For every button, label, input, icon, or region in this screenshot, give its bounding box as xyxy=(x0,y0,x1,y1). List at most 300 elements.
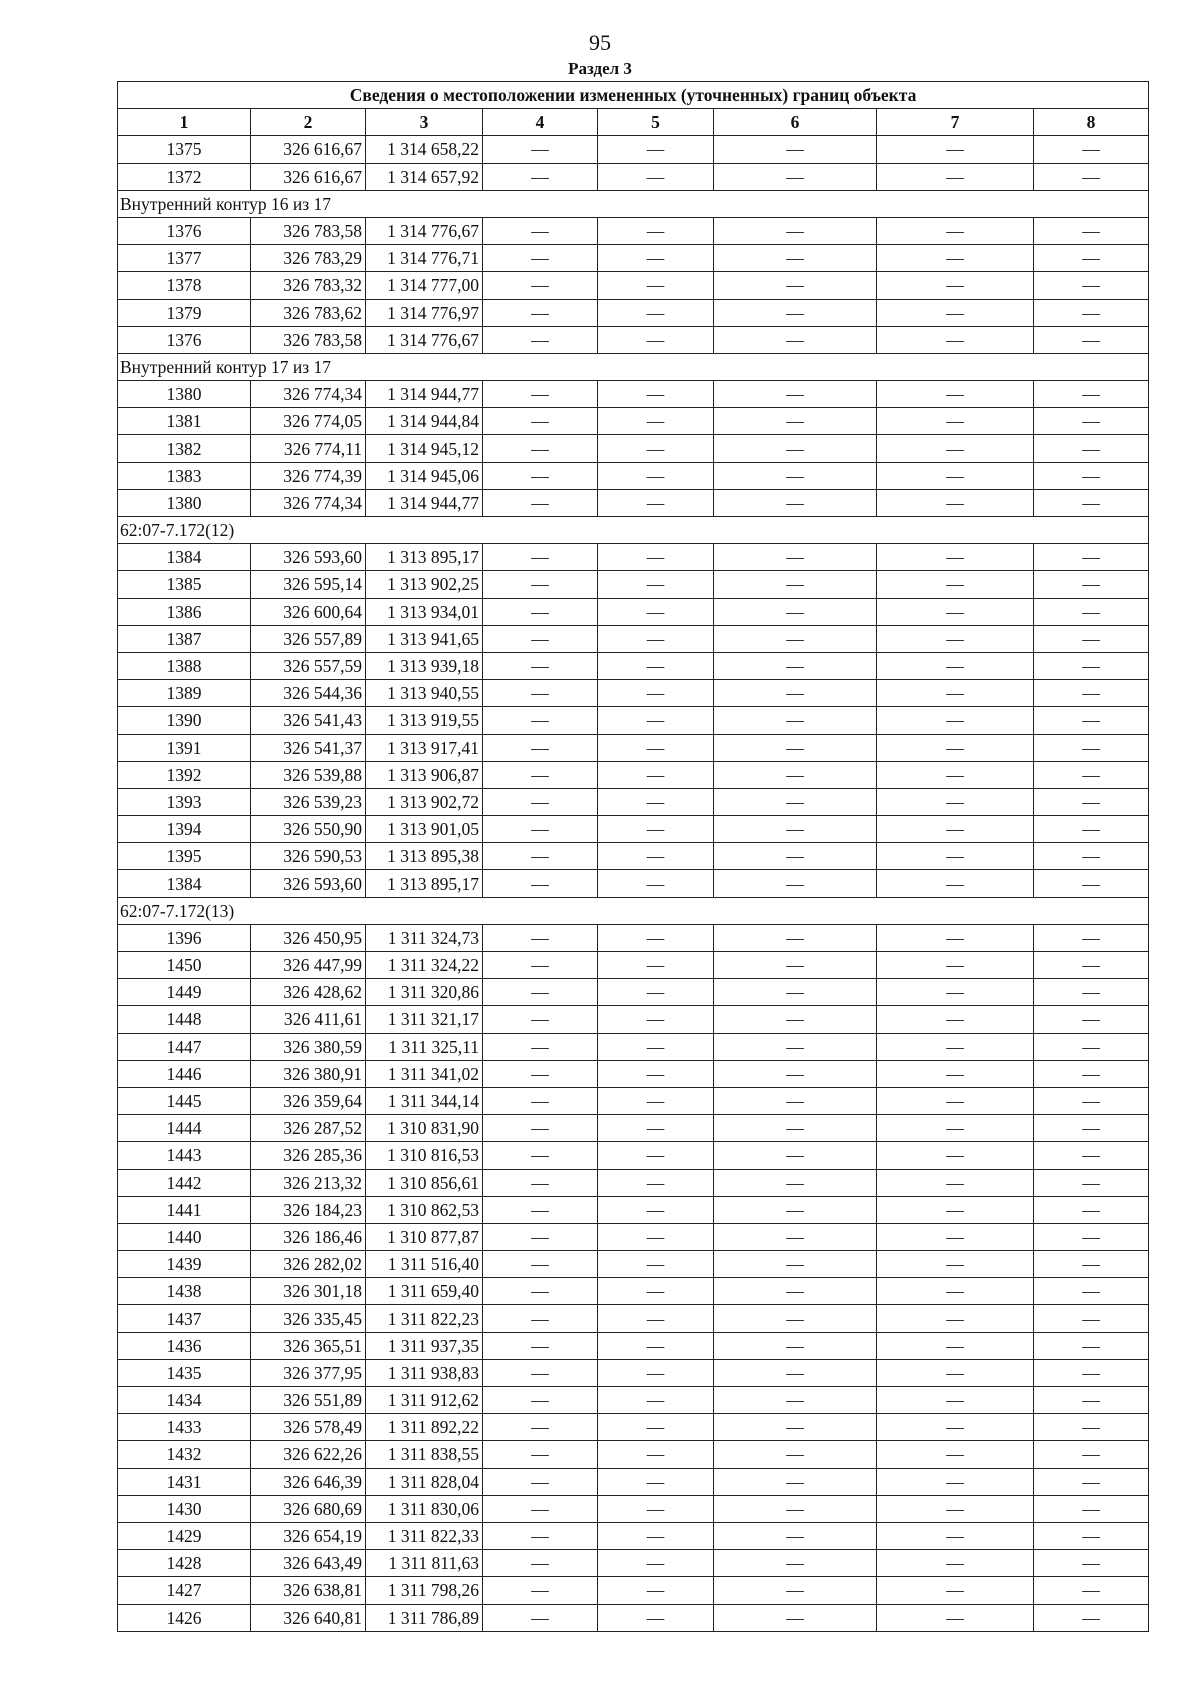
empty-dash-cell: — xyxy=(598,625,714,652)
point-number-cell: 1381 xyxy=(118,408,251,435)
y-coordinate-cell: 1 314 777,00 xyxy=(366,272,483,299)
y-coordinate-cell: 1 311 838,55 xyxy=(366,1441,483,1468)
column-number-3: 3 xyxy=(366,109,483,136)
y-coordinate-cell: 1 310 816,53 xyxy=(366,1142,483,1169)
group-label: 62:07-7.172(13) xyxy=(118,897,1149,924)
empty-dash-cell: — xyxy=(877,1577,1034,1604)
empty-dash-cell: — xyxy=(598,489,714,516)
point-number-cell: 1428 xyxy=(118,1550,251,1577)
empty-dash-cell: — xyxy=(1034,788,1149,815)
empty-dash-cell: — xyxy=(877,1087,1034,1114)
point-number-cell: 1384 xyxy=(118,544,251,571)
empty-dash-cell: — xyxy=(877,625,1034,652)
x-coordinate-cell: 326 380,59 xyxy=(251,1033,366,1060)
empty-dash-cell: — xyxy=(877,843,1034,870)
empty-dash-cell: — xyxy=(483,1604,598,1631)
point-number-cell: 1392 xyxy=(118,761,251,788)
x-coordinate-cell: 326 590,53 xyxy=(251,843,366,870)
y-coordinate-cell: 1 313 895,17 xyxy=(366,870,483,897)
empty-dash-cell: — xyxy=(1034,816,1149,843)
x-coordinate-cell: 326 287,52 xyxy=(251,1115,366,1142)
empty-dash-cell: — xyxy=(598,1495,714,1522)
table-row xyxy=(118,788,1149,815)
point-number-cell: 1450 xyxy=(118,952,251,979)
point-number-cell: 1395 xyxy=(118,843,251,870)
empty-dash-cell: — xyxy=(483,1087,598,1114)
y-coordinate-cell: 1 313 895,38 xyxy=(366,843,483,870)
empty-dash-cell: — xyxy=(714,979,877,1006)
empty-dash-cell: — xyxy=(598,1359,714,1386)
empty-dash-cell: — xyxy=(877,381,1034,408)
table-row xyxy=(118,1033,1149,1060)
empty-dash-cell: — xyxy=(598,1087,714,1114)
empty-dash-cell: — xyxy=(598,1522,714,1549)
empty-dash-cell: — xyxy=(714,1414,877,1441)
table-row xyxy=(118,1387,1149,1414)
empty-dash-cell: — xyxy=(1034,408,1149,435)
empty-dash-cell: — xyxy=(1034,1441,1149,1468)
y-coordinate-cell: 1 311 321,17 xyxy=(366,1006,483,1033)
empty-dash-cell: — xyxy=(483,217,598,244)
empty-dash-cell: — xyxy=(598,1332,714,1359)
empty-dash-cell: — xyxy=(877,1278,1034,1305)
empty-dash-cell: — xyxy=(1034,1522,1149,1549)
column-number-4: 4 xyxy=(483,109,598,136)
empty-dash-cell: — xyxy=(598,544,714,571)
empty-dash-cell: — xyxy=(483,1278,598,1305)
empty-dash-cell: — xyxy=(483,571,598,598)
point-number-cell: 1430 xyxy=(118,1495,251,1522)
y-coordinate-cell: 1 310 862,53 xyxy=(366,1196,483,1223)
table-row xyxy=(118,1332,1149,1359)
table-row xyxy=(118,1468,1149,1495)
y-coordinate-cell: 1 310 877,87 xyxy=(366,1223,483,1250)
empty-dash-cell: — xyxy=(877,1387,1034,1414)
empty-dash-cell: — xyxy=(483,381,598,408)
y-coordinate-cell: 1 314 944,77 xyxy=(366,381,483,408)
point-number-cell: 1394 xyxy=(118,816,251,843)
x-coordinate-cell: 326 411,61 xyxy=(251,1006,366,1033)
x-coordinate-cell: 326 539,88 xyxy=(251,761,366,788)
point-number-cell: 1434 xyxy=(118,1387,251,1414)
empty-dash-cell: — xyxy=(483,1169,598,1196)
point-number-cell: 1391 xyxy=(118,734,251,761)
x-coordinate-cell: 326 600,64 xyxy=(251,598,366,625)
x-coordinate-cell: 326 301,18 xyxy=(251,1278,366,1305)
empty-dash-cell: — xyxy=(1034,652,1149,679)
y-coordinate-cell: 1 314 944,77 xyxy=(366,489,483,516)
point-number-cell: 1447 xyxy=(118,1033,251,1060)
empty-dash-cell: — xyxy=(877,788,1034,815)
empty-dash-cell: — xyxy=(1034,245,1149,272)
x-coordinate-cell: 326 285,36 xyxy=(251,1142,366,1169)
empty-dash-cell: — xyxy=(877,1468,1034,1495)
empty-dash-cell: — xyxy=(598,571,714,598)
point-number-cell: 1388 xyxy=(118,652,251,679)
y-coordinate-cell: 1 310 856,61 xyxy=(366,1169,483,1196)
empty-dash-cell: — xyxy=(483,761,598,788)
empty-dash-cell: — xyxy=(598,435,714,462)
empty-dash-cell: — xyxy=(714,272,877,299)
empty-dash-cell: — xyxy=(1034,1142,1149,1169)
empty-dash-cell: — xyxy=(483,924,598,951)
empty-dash-cell: — xyxy=(714,1577,877,1604)
point-number-cell: 1433 xyxy=(118,1414,251,1441)
empty-dash-cell: — xyxy=(1034,924,1149,951)
empty-dash-cell: — xyxy=(714,1060,877,1087)
empty-dash-cell: — xyxy=(714,707,877,734)
x-coordinate-cell: 326 184,23 xyxy=(251,1196,366,1223)
table-row xyxy=(118,1223,1149,1250)
table-row xyxy=(118,544,1149,571)
group-header-row xyxy=(118,353,1149,380)
table-row xyxy=(118,217,1149,244)
y-coordinate-cell: 1 314 945,06 xyxy=(366,462,483,489)
point-number-cell: 1442 xyxy=(118,1169,251,1196)
empty-dash-cell: — xyxy=(877,435,1034,462)
y-coordinate-cell: 1 311 344,14 xyxy=(366,1087,483,1114)
column-number-8: 8 xyxy=(1034,109,1149,136)
table-row xyxy=(118,272,1149,299)
table-row xyxy=(118,1441,1149,1468)
empty-dash-cell: — xyxy=(877,761,1034,788)
table-row xyxy=(118,1550,1149,1577)
empty-dash-cell: — xyxy=(1034,435,1149,462)
empty-dash-cell: — xyxy=(877,707,1034,734)
empty-dash-cell: — xyxy=(598,1142,714,1169)
table-row xyxy=(118,489,1149,516)
x-coordinate-cell: 326 539,23 xyxy=(251,788,366,815)
empty-dash-cell: — xyxy=(714,163,877,190)
empty-dash-cell: — xyxy=(483,272,598,299)
empty-dash-cell: — xyxy=(483,734,598,761)
point-number-cell: 1436 xyxy=(118,1332,251,1359)
x-coordinate-cell: 326 377,95 xyxy=(251,1359,366,1386)
table-caption-row xyxy=(118,82,1149,109)
empty-dash-cell: — xyxy=(598,1441,714,1468)
point-number-cell: 1448 xyxy=(118,1006,251,1033)
empty-dash-cell: — xyxy=(598,652,714,679)
empty-dash-cell: — xyxy=(714,489,877,516)
empty-dash-cell: — xyxy=(877,979,1034,1006)
y-coordinate-cell: 1 313 902,25 xyxy=(366,571,483,598)
point-number-cell: 1390 xyxy=(118,707,251,734)
empty-dash-cell: — xyxy=(483,788,598,815)
y-coordinate-cell: 1 311 798,26 xyxy=(366,1577,483,1604)
empty-dash-cell: — xyxy=(877,680,1034,707)
empty-dash-cell: — xyxy=(714,1223,877,1250)
empty-dash-cell: — xyxy=(483,1577,598,1604)
table-row xyxy=(118,843,1149,870)
y-coordinate-cell: 1 314 657,92 xyxy=(366,163,483,190)
x-coordinate-cell: 326 335,45 xyxy=(251,1305,366,1332)
empty-dash-cell: — xyxy=(714,462,877,489)
x-coordinate-cell: 326 616,67 xyxy=(251,163,366,190)
empty-dash-cell: — xyxy=(714,761,877,788)
empty-dash-cell: — xyxy=(1034,1223,1149,1250)
empty-dash-cell: — xyxy=(483,1223,598,1250)
table-row xyxy=(118,1196,1149,1223)
y-coordinate-cell: 1 311 320,86 xyxy=(366,979,483,1006)
empty-dash-cell: — xyxy=(877,1522,1034,1549)
empty-dash-cell: — xyxy=(877,299,1034,326)
x-coordinate-cell: 326 380,91 xyxy=(251,1060,366,1087)
empty-dash-cell: — xyxy=(598,1577,714,1604)
empty-dash-cell: — xyxy=(598,381,714,408)
empty-dash-cell: — xyxy=(714,652,877,679)
x-coordinate-cell: 326 450,95 xyxy=(251,924,366,951)
point-number-cell: 1378 xyxy=(118,272,251,299)
table-row xyxy=(118,625,1149,652)
empty-dash-cell: — xyxy=(1034,544,1149,571)
empty-dash-cell: — xyxy=(714,1359,877,1386)
y-coordinate-cell: 1 313 901,05 xyxy=(366,816,483,843)
empty-dash-cell: — xyxy=(598,163,714,190)
y-coordinate-cell: 1 311 938,83 xyxy=(366,1359,483,1386)
empty-dash-cell: — xyxy=(598,299,714,326)
empty-dash-cell: — xyxy=(483,1115,598,1142)
point-number-cell: 1380 xyxy=(118,381,251,408)
empty-dash-cell: — xyxy=(877,870,1034,897)
table-row xyxy=(118,1169,1149,1196)
point-number-cell: 1449 xyxy=(118,979,251,1006)
empty-dash-cell: — xyxy=(877,1305,1034,1332)
empty-dash-cell: — xyxy=(877,1495,1034,1522)
empty-dash-cell: — xyxy=(877,952,1034,979)
x-coordinate-cell: 326 282,02 xyxy=(251,1251,366,1278)
empty-dash-cell: — xyxy=(483,1305,598,1332)
y-coordinate-cell: 1 313 941,65 xyxy=(366,625,483,652)
column-number-6: 6 xyxy=(714,109,877,136)
x-coordinate-cell: 326 638,81 xyxy=(251,1577,366,1604)
group-header-row xyxy=(118,190,1149,217)
empty-dash-cell: — xyxy=(598,217,714,244)
empty-dash-cell: — xyxy=(598,1468,714,1495)
empty-dash-cell: — xyxy=(714,381,877,408)
group-header-row xyxy=(118,517,1149,544)
y-coordinate-cell: 1 311 341,02 xyxy=(366,1060,483,1087)
empty-dash-cell: — xyxy=(877,245,1034,272)
page-number: 95 xyxy=(589,30,611,55)
empty-dash-cell: — xyxy=(483,1251,598,1278)
y-coordinate-cell: 1 313 906,87 xyxy=(366,761,483,788)
y-coordinate-cell: 1 311 811,63 xyxy=(366,1550,483,1577)
empty-dash-cell: — xyxy=(598,1196,714,1223)
y-coordinate-cell: 1 314 776,67 xyxy=(366,217,483,244)
empty-dash-cell: — xyxy=(598,1223,714,1250)
x-coordinate-cell: 326 541,37 xyxy=(251,734,366,761)
group-label: Внутренний контур 16 из 17 xyxy=(118,190,1149,217)
x-coordinate-cell: 326 359,64 xyxy=(251,1087,366,1114)
table-row xyxy=(118,571,1149,598)
x-coordinate-cell: 326 654,19 xyxy=(251,1522,366,1549)
empty-dash-cell: — xyxy=(714,1305,877,1332)
empty-dash-cell: — xyxy=(877,1033,1034,1060)
empty-dash-cell: — xyxy=(877,1142,1034,1169)
empty-dash-cell: — xyxy=(877,462,1034,489)
x-coordinate-cell: 326 643,49 xyxy=(251,1550,366,1577)
empty-dash-cell: — xyxy=(483,1414,598,1441)
empty-dash-cell: — xyxy=(714,299,877,326)
empty-dash-cell: — xyxy=(1034,381,1149,408)
empty-dash-cell: — xyxy=(483,816,598,843)
empty-dash-cell: — xyxy=(1034,1495,1149,1522)
empty-dash-cell: — xyxy=(483,1006,598,1033)
empty-dash-cell: — xyxy=(1034,1169,1149,1196)
x-coordinate-cell: 326 447,99 xyxy=(251,952,366,979)
x-coordinate-cell: 326 593,60 xyxy=(251,870,366,897)
table-body xyxy=(118,136,1149,1631)
point-number-cell: 1443 xyxy=(118,1142,251,1169)
empty-dash-cell: — xyxy=(714,788,877,815)
empty-dash-cell: — xyxy=(483,1359,598,1386)
empty-dash-cell: — xyxy=(1034,680,1149,707)
empty-dash-cell: — xyxy=(1034,1604,1149,1631)
empty-dash-cell: — xyxy=(877,598,1034,625)
point-number-cell: 1393 xyxy=(118,788,251,815)
y-coordinate-cell: 1 310 831,90 xyxy=(366,1115,483,1142)
empty-dash-cell: — xyxy=(714,625,877,652)
empty-dash-cell: — xyxy=(1034,326,1149,353)
table-row xyxy=(118,245,1149,272)
y-coordinate-cell: 1 314 776,97 xyxy=(366,299,483,326)
point-number-cell: 1429 xyxy=(118,1522,251,1549)
table-row xyxy=(118,598,1149,625)
y-coordinate-cell: 1 313 940,55 xyxy=(366,680,483,707)
column-number-7: 7 xyxy=(877,109,1034,136)
empty-dash-cell: — xyxy=(877,217,1034,244)
y-coordinate-cell: 1 313 895,17 xyxy=(366,544,483,571)
empty-dash-cell: — xyxy=(877,136,1034,163)
group-header-row xyxy=(118,897,1149,924)
empty-dash-cell: — xyxy=(1034,272,1149,299)
point-number-cell: 1377 xyxy=(118,245,251,272)
empty-dash-cell: — xyxy=(483,1142,598,1169)
table-row xyxy=(118,435,1149,462)
empty-dash-cell: — xyxy=(714,870,877,897)
empty-dash-cell: — xyxy=(714,1495,877,1522)
empty-dash-cell: — xyxy=(1034,1006,1149,1033)
point-number-cell: 1383 xyxy=(118,462,251,489)
table-row xyxy=(118,136,1149,163)
x-coordinate-cell: 326 551,89 xyxy=(251,1387,366,1414)
y-coordinate-cell: 1 313 939,18 xyxy=(366,652,483,679)
empty-dash-cell: — xyxy=(877,272,1034,299)
empty-dash-cell: — xyxy=(714,1251,877,1278)
column-number-5: 5 xyxy=(598,109,714,136)
point-number-cell: 1387 xyxy=(118,625,251,652)
empty-dash-cell: — xyxy=(1034,979,1149,1006)
x-coordinate-cell: 326 646,39 xyxy=(251,1468,366,1495)
empty-dash-cell: — xyxy=(1034,1251,1149,1278)
point-number-cell: 1440 xyxy=(118,1223,251,1250)
x-coordinate-cell: 326 578,49 xyxy=(251,1414,366,1441)
table-row xyxy=(118,1359,1149,1386)
x-coordinate-cell: 326 365,51 xyxy=(251,1332,366,1359)
empty-dash-cell: — xyxy=(877,1169,1034,1196)
table-row xyxy=(118,326,1149,353)
table-row xyxy=(118,462,1149,489)
empty-dash-cell: — xyxy=(877,1604,1034,1631)
x-coordinate-cell: 326 544,36 xyxy=(251,680,366,707)
empty-dash-cell: — xyxy=(483,163,598,190)
empty-dash-cell: — xyxy=(598,272,714,299)
empty-dash-cell: — xyxy=(877,1006,1034,1033)
empty-dash-cell: — xyxy=(877,326,1034,353)
table-row xyxy=(118,1305,1149,1332)
empty-dash-cell: — xyxy=(714,1087,877,1114)
empty-dash-cell: — xyxy=(1034,1387,1149,1414)
empty-dash-cell: — xyxy=(714,1522,877,1549)
empty-dash-cell: — xyxy=(877,571,1034,598)
empty-dash-cell: — xyxy=(1034,625,1149,652)
x-coordinate-cell: 326 557,59 xyxy=(251,652,366,679)
empty-dash-cell: — xyxy=(714,816,877,843)
empty-dash-cell: — xyxy=(1034,734,1149,761)
y-coordinate-cell: 1 313 934,01 xyxy=(366,598,483,625)
empty-dash-cell: — xyxy=(877,1196,1034,1223)
point-number-cell: 1444 xyxy=(118,1115,251,1142)
x-coordinate-cell: 326 774,34 xyxy=(251,489,366,516)
table-row xyxy=(118,1115,1149,1142)
table-row xyxy=(118,924,1149,951)
table-row xyxy=(118,734,1149,761)
empty-dash-cell: — xyxy=(1034,1033,1149,1060)
empty-dash-cell: — xyxy=(877,1550,1034,1577)
x-coordinate-cell: 326 680,69 xyxy=(251,1495,366,1522)
empty-dash-cell: — xyxy=(598,1033,714,1060)
table-row xyxy=(118,1414,1149,1441)
y-coordinate-cell: 1 311 324,73 xyxy=(366,924,483,951)
point-number-cell: 1380 xyxy=(118,489,251,516)
point-number-cell: 1382 xyxy=(118,435,251,462)
empty-dash-cell: — xyxy=(1034,136,1149,163)
table-row xyxy=(118,707,1149,734)
empty-dash-cell: — xyxy=(1034,952,1149,979)
empty-dash-cell: — xyxy=(714,408,877,435)
table-row xyxy=(118,952,1149,979)
empty-dash-cell: — xyxy=(483,1441,598,1468)
empty-dash-cell: — xyxy=(714,1169,877,1196)
empty-dash-cell: — xyxy=(598,1387,714,1414)
empty-dash-cell: — xyxy=(714,598,877,625)
x-coordinate-cell: 326 640,81 xyxy=(251,1604,366,1631)
table-row xyxy=(118,1251,1149,1278)
empty-dash-cell: — xyxy=(1034,163,1149,190)
table-row xyxy=(118,680,1149,707)
empty-dash-cell: — xyxy=(1034,1278,1149,1305)
empty-dash-cell: — xyxy=(714,1006,877,1033)
empty-dash-cell: — xyxy=(714,1604,877,1631)
x-coordinate-cell: 326 783,32 xyxy=(251,272,366,299)
empty-dash-cell: — xyxy=(877,1332,1034,1359)
y-coordinate-cell: 1 311 830,06 xyxy=(366,1495,483,1522)
y-coordinate-cell: 1 314 944,84 xyxy=(366,408,483,435)
empty-dash-cell: — xyxy=(877,816,1034,843)
empty-dash-cell: — xyxy=(714,435,877,462)
point-number-cell: 1376 xyxy=(118,217,251,244)
y-coordinate-cell: 1 311 516,40 xyxy=(366,1251,483,1278)
empty-dash-cell: — xyxy=(483,652,598,679)
empty-dash-cell: — xyxy=(714,136,877,163)
point-number-cell: 1372 xyxy=(118,163,251,190)
empty-dash-cell: — xyxy=(877,1414,1034,1441)
empty-dash-cell: — xyxy=(598,136,714,163)
table-row xyxy=(118,1006,1149,1033)
y-coordinate-cell: 1 311 937,35 xyxy=(366,1332,483,1359)
empty-dash-cell: — xyxy=(483,1033,598,1060)
y-coordinate-cell: 1 314 945,12 xyxy=(366,435,483,462)
